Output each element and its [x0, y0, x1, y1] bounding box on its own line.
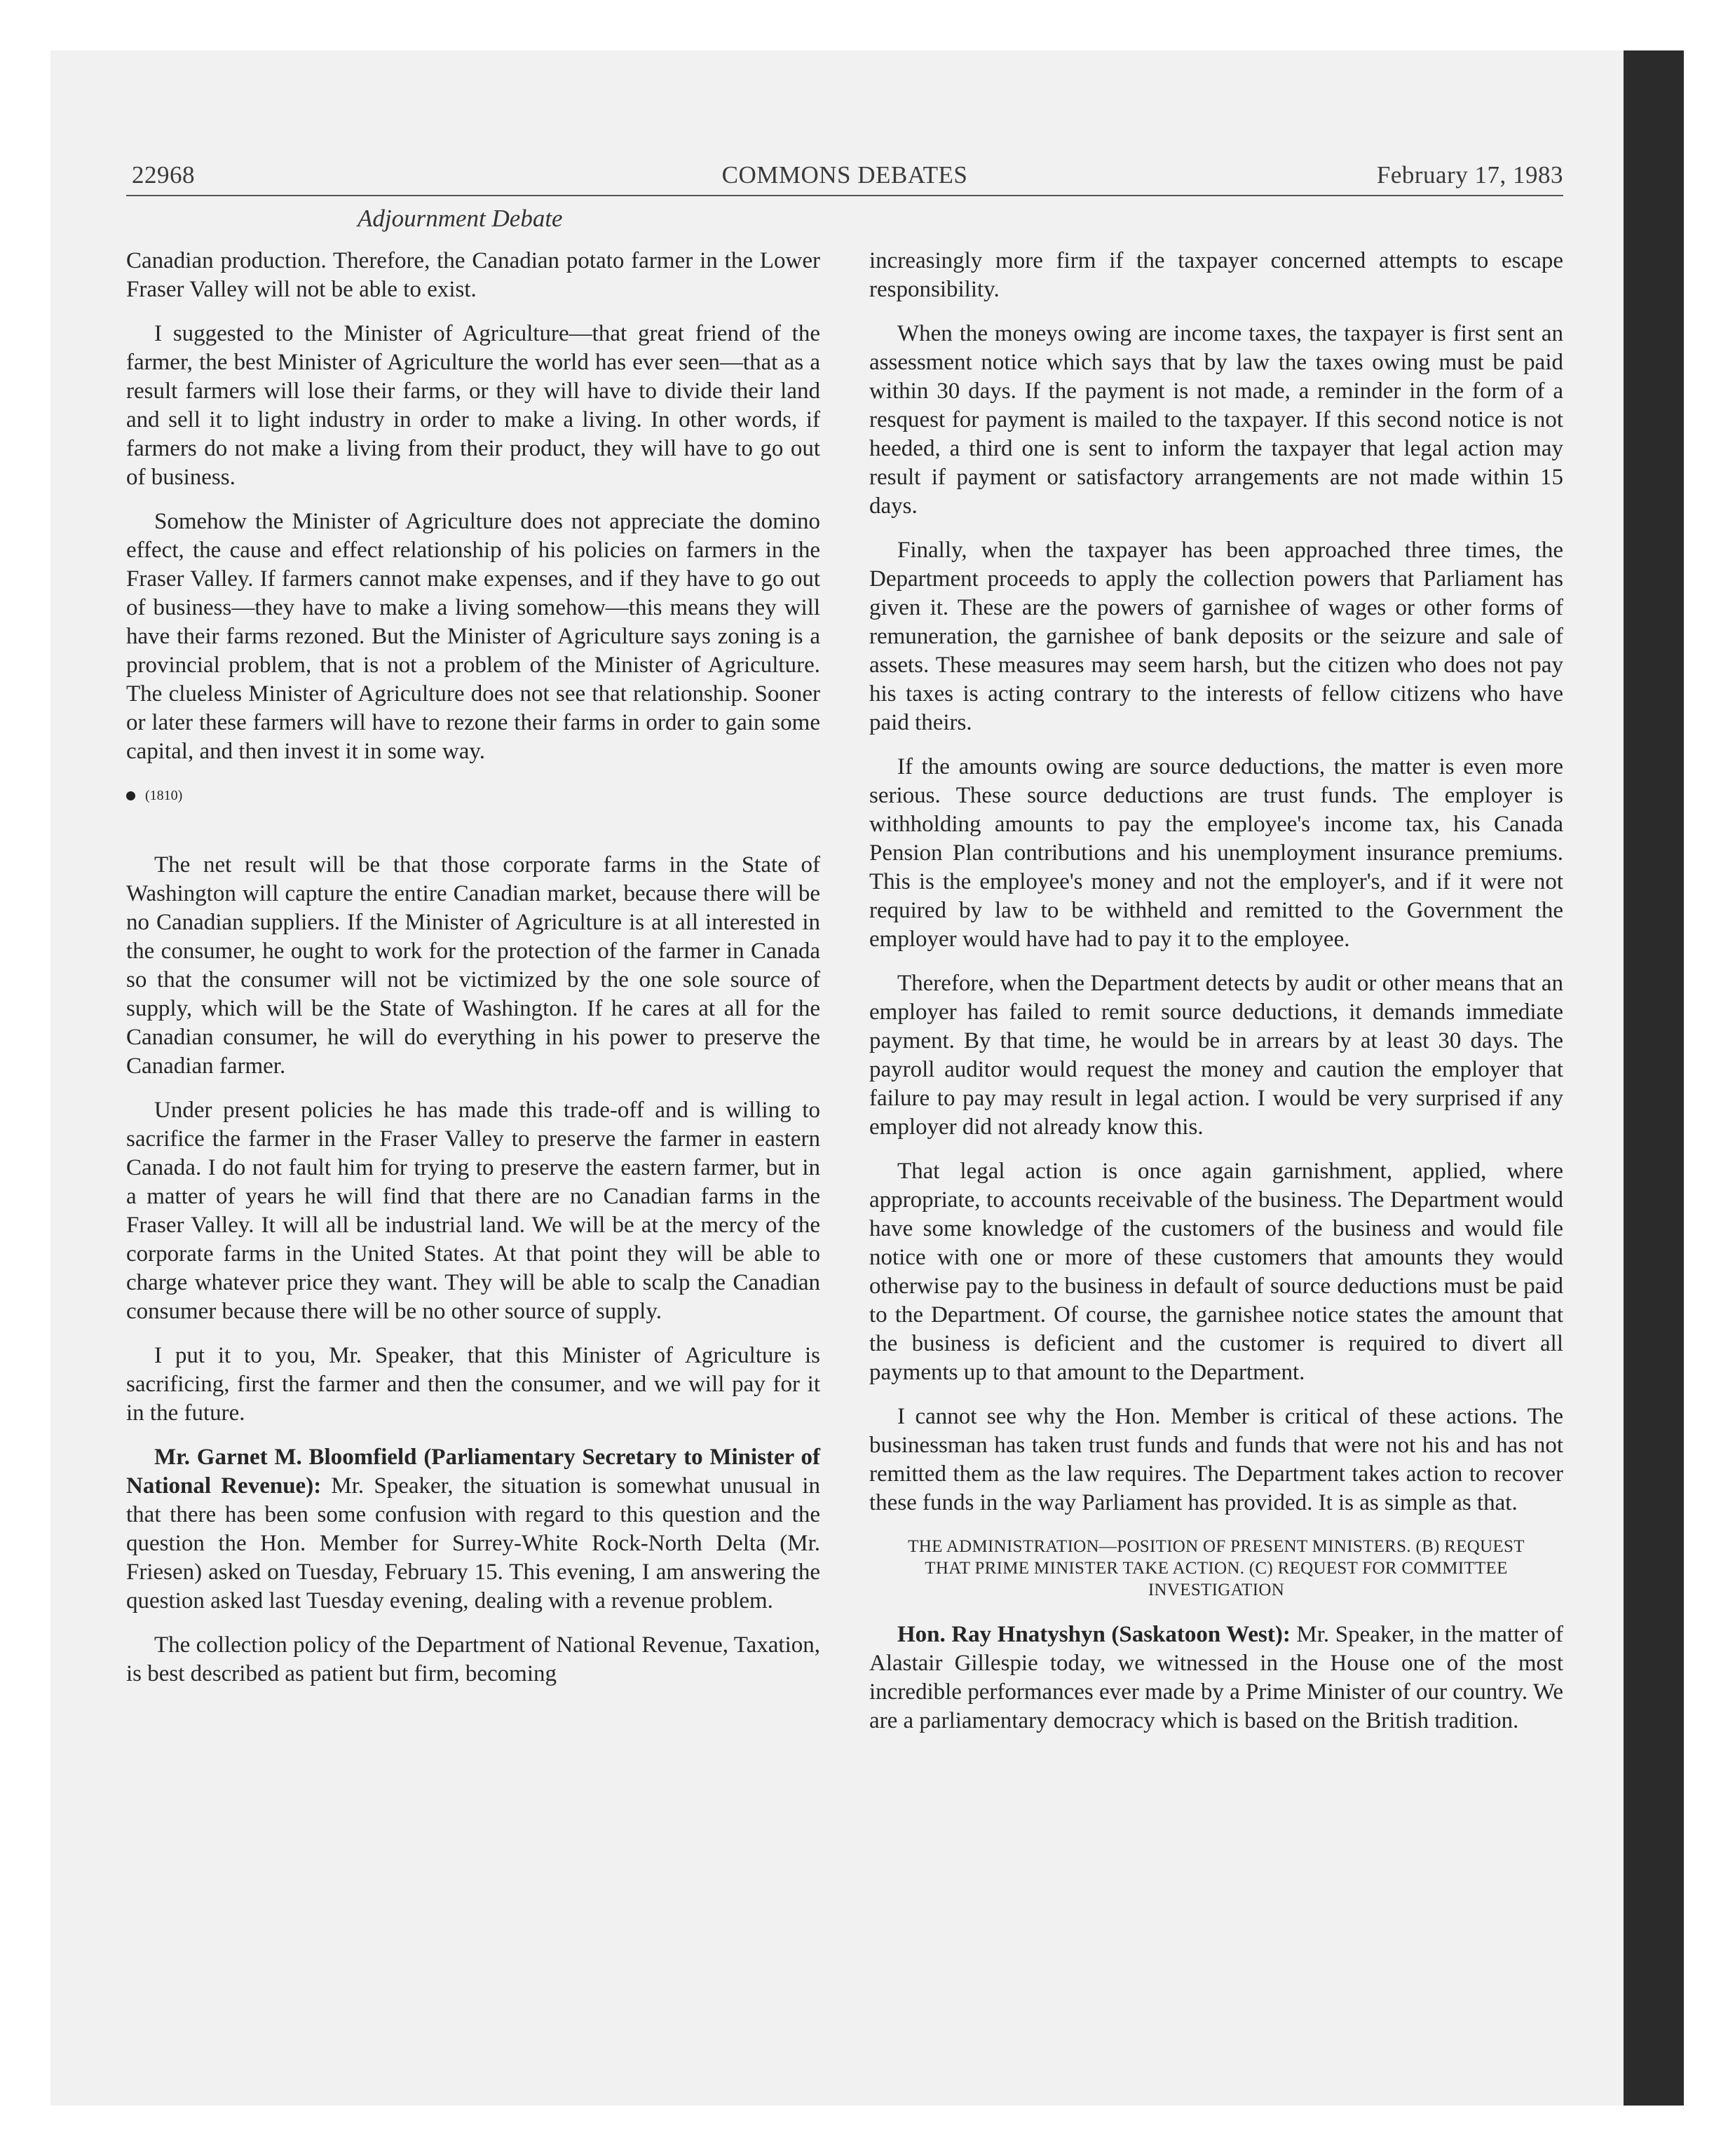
subject-heading: THE ADMINISTRATION—POSITION OF PRESENT MINISTERS. (B) REQUEST THAT PRIME MINISTER TAKE ACTION. (C) REQUEST FOR COMMITTEE INVESTIGATION: [908, 1537, 1525, 1599]
running-header: [126, 160, 1563, 196]
timestamp-text: (1810): [145, 788, 183, 803]
paragraph: I cannot see why the Hon. Member is critical of these actions. The businessman has taken trust funds and funds that were not his and has not remitted them as the law requires. The Department takes action to recover these funds in the way Parliament has provided. It is as simple as that.: [869, 1404, 1563, 1515]
journal-title: COMMONS DEBATES: [721, 161, 968, 189]
speech-paragraph: [126, 1443, 820, 1616]
paragraph: Canadian production. Therefore, the Canadian potato farmer in the Lower Fraser Valley will not be able to exist.: [126, 248, 820, 302]
speaker-name: Hon. Ray Hnatyshyn (Saskatoon West):: [897, 1622, 1291, 1647]
paragraph: Finally, when the taxpayer has been approached three times, the Department proceeds to apply the collection powers that Parliament has given it. These are the powers of garnishee of wages or other forms of remuneration, the garnishee of bank deposits or the seizure and sale of assets. These measures may seem harsh, but the citizen who does not pay his taxes is acting contrary to the interests of fellow citizens who have paid theirs.: [869, 538, 1563, 735]
right-column: [869, 247, 1563, 1751]
speech-text: Mr. Speaker, the situation is somewhat unusual in that there has been some confusion with regard to this question and the question the Hon. Member for Surrey-White Rock-North Delta (Mr. Friesen) asked on Tuesday, February 15. This evening, I am answering the question asked last Tuesday evening, dealing with a revenue problem.: [126, 1473, 821, 1613]
timestamp-marker: [126, 782, 820, 810]
speaker-name: Mr. Garnet M. Bloomfield (Parliamentary Secretary to Minister of National Revenue):: [126, 1445, 820, 1499]
speech-paragraph: [869, 1621, 1563, 1735]
issue-date: February 17, 1983: [1376, 161, 1563, 189]
paragraph: When the moneys owing are income taxes, the taxpayer is first sent an assessment notice which says that by law the taxes owing must be paid within 30 days. If the payment is not made, a reminder in the form of a resquest for payment is mailed to the taxpayer. If this second notice is not heeded, a third one is sent to inform the taxpayer that legal action may result if payment or satisfactory arrangements are not made within 15 days.: [869, 321, 1563, 519]
page-number: 22968: [132, 161, 195, 189]
paragraph: increasingly more firm if the taxpayer concerned attempts to escape responsibility.: [869, 248, 1563, 302]
book-spine-edge: [1624, 50, 1684, 2106]
hansard-page: [126, 160, 1563, 1954]
text-columns: [126, 247, 1563, 1751]
speech-text: Mr. Speaker, in the matter of Alastair Gillespie today, we witnessed in the House one of the most incredible performances ever made by a Prime Minister of our country. We are a parliamentary democracy which is based on the British tradition.: [869, 1622, 1563, 1733]
paragraph: Under present policies he has made this trade-off and is willing to sacrifice the farmer in the Fraser Valley to preserve the farmer in eastern Canada. I do not fault him for trying to preserve the eastern farmer, but in a matter of years he will find that there are no Canadian farms in the Fraser Valley. It will all be industrial land. We will be at the mercy of the corporate farms in the United States. At that point they will be able to charge whatever price they want. They will be able to scalp the Canadian consumer because there will be no other source of supply.: [126, 1098, 820, 1324]
paragraph: I suggested to the Minister of Agriculture—that great friend of the farmer, the best Minister of Agriculture the world has ever seen—that as a result farmers will lose their farms, or they will have to divide their land and sell it to light industry in order to make a living. In other words, if farmers do not make a living from their product, they will have to go out of business.: [126, 321, 820, 490]
paragraph: That legal action is once again garnishment, applied, where appropriate, to accounts receivable of the business. The Department would have some knowledge of the customers of the business and would file notice with one or more of these customers that amounts they would otherwise pay to the business in default of source deductions must be paid to the Department. Of course, the garnishee notice states the amount that the business is deficient and the customer is required to divert all payments up to that amount to the Department.: [869, 1159, 1563, 1385]
paragraph: Therefore, when the Department detects by audit or other means that an employer has failed to remit source deductions, it demands immediate payment. By that time, he would be in arrears by at least 30 days. The payroll auditor would request the money and caution the employer that failure to pay may result in legal action. I would be very surprised if any employer did not already know this.: [869, 971, 1563, 1140]
bullet-icon: [126, 791, 135, 800]
paragraph: I put it to you, Mr. Speaker, that this Minister of Agriculture is sacrificing, first the farmer and then the consumer, and we will pay for it in the future.: [126, 1343, 820, 1426]
paragraph: If the amounts owing are source deductions, the matter is even more serious. These source deductions are trust funds. The employer is withholding amounts to pay the employee's income tax, his Canada Pension Plan contributions and his unemployment insurance premiums. This is the employee's money and not the employer's, and if it were not required by law to be withheld and remitted to the Government the employer would have had to pay it to the employee.: [869, 754, 1563, 952]
paragraph: The net result will be that those corporate farms in the State of Washington will capture the entire Canadian market, because there will be no Canadian suppliers. If the Minister of Agriculture is at all interested in the consumer, he ought to work for the protection of the farmer in Canada so that the consumer will not be victimized by the one sole source of supply, which will be the State of Washington. If he cares at all for the Canadian consumer, he will do everything in his power to preserve the Canadian farmer.: [126, 852, 820, 1079]
paragraph: The collection policy of the Department of National Revenue, Taxation, is best described as patient but firm, becoming: [126, 1632, 820, 1686]
left-column: [126, 247, 820, 1751]
section-heading: Adjournment Debate: [358, 205, 563, 232]
paragraph: Somehow the Minister of Agriculture does not appreciate the domino effect, the cause and effect relationship of his policies on farmers in the Fraser Valley. If farmers cannot make expenses, and if they have to go out of business—they have to make a living somehow—this means they will have their farms rezoned. But the Minister of Agriculture says zoning is a provincial problem, that is not a problem of the Minister of Agriculture. The clueless Minister of Agriculture does not see that relationship. Sooner or later these farmers will have to rezone their farms in order to gain some capital, and then invest it in some way.: [126, 509, 820, 764]
